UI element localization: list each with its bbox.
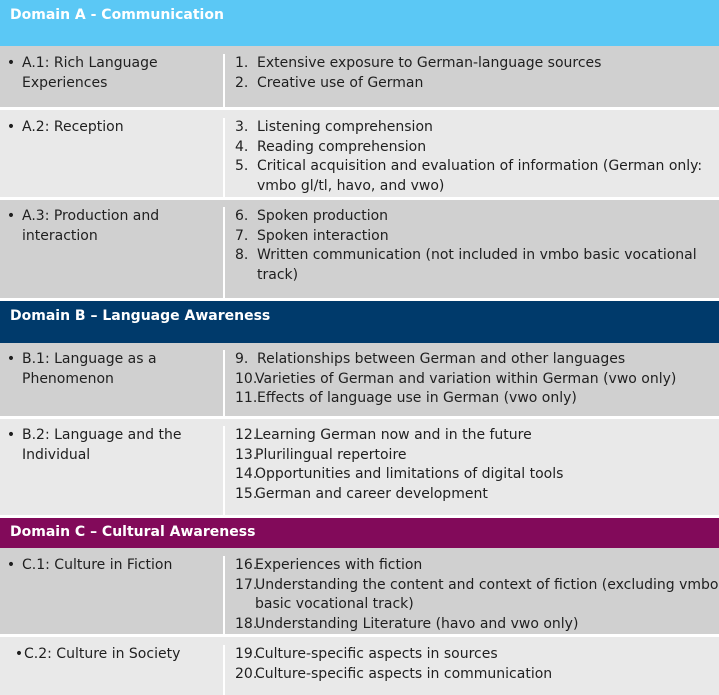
goal-number: 10. [235,370,258,387]
goal-item [235,426,719,446]
bullet: • [6,557,16,573]
subdomain-label: C.2: Culture in Society [24,646,181,662]
goal-item [235,74,719,94]
goal-item [235,350,719,370]
goal-number: 16. [235,557,258,573]
bullet: • [6,119,16,135]
goal-item [235,446,719,466]
goal-text: Culture-specific aspects in sources [255,646,498,662]
goal-text: Spoken interaction [257,227,389,244]
goal-item [235,118,719,138]
goal-text: Critical acquisition and evaluation of information (German only: vmbo gl/tl, havo, and vwo) [257,158,703,194]
bullet: • [14,646,24,662]
goals-list [225,645,719,695]
goal-text: Written communication (not included in vmbo basic vocational track) [257,247,697,283]
goal-number: 1. [235,55,249,71]
subdomain-row-c1 [0,548,719,637]
domain-b-header: Domain B – Language Awareness [0,301,719,343]
goal-number: 2. [235,74,249,91]
goal-text: Relationships between German and other languages [257,351,626,367]
goal-number: 19. [235,646,258,662]
subdomain-row-a3 [0,200,719,301]
goal-number: 11. [235,390,258,406]
goal-number: 20. [235,665,258,682]
goal-number: 9. [235,351,249,367]
goal-text: Learning German now and in the future [255,427,532,443]
subdomain-cell [0,426,225,515]
bullet: • [6,55,16,71]
subdomain-cell [0,207,225,298]
goal-number: 8. [235,247,249,263]
goal-text: Culture-specific aspects in communication [255,665,553,682]
subdomain-row-a2 [0,110,719,200]
goals-list [225,207,719,298]
goal-text: Effects of language use in German (vwo only) [257,390,577,406]
goals-list [225,350,719,416]
subdomain-cell [0,118,225,197]
subdomain-label: A.2: Reception [22,119,124,135]
goal-text: Understanding the content and context of fiction (excluding vmbo basic vocational track) [255,576,719,612]
goal-number: 5. [235,158,249,174]
goal-item [235,645,719,665]
domain-c-header: Domain C – Cultural Awareness [0,518,719,548]
goal-item [235,465,719,485]
bullet: • [6,208,16,224]
goal-item [235,227,719,247]
subdomain-label: B.2: Language and the Individual [22,427,182,463]
goal-item [235,370,719,390]
goals-list [225,54,719,107]
goal-item [235,246,719,285]
goal-number: 17. [235,576,258,593]
goal-text: Experiences with fiction [255,557,423,573]
goal-text: Listening comprehension [257,119,433,135]
subdomain-cell [0,556,225,634]
goals-list [225,426,719,515]
bullet: • [6,351,16,367]
goal-item [235,665,719,685]
subdomain-row-b2 [0,419,719,518]
goal-text: Extensive exposure to German-language sources [257,55,602,71]
goal-item [235,138,719,158]
goal-item [235,556,719,576]
subdomain-cell [0,54,225,107]
goal-text: Spoken production [257,208,389,224]
subdomain-row-b1 [0,343,719,419]
goal-item [235,157,719,196]
subdomain-row-c2 [0,637,719,695]
goal-text: Reading comprehension [257,138,427,155]
domain-a-header: Domain A - Communication [0,0,719,46]
goal-item [235,485,719,505]
goal-text: Varieties of German and variation within German (vwo only) [255,370,677,387]
goal-item [235,615,719,635]
goals-list [225,556,719,634]
bullet: • [6,427,16,443]
goal-text: Understanding Literature (havo and vwo only) [255,615,579,632]
subdomain-label: C.1: Culture in Fiction [22,557,173,573]
goal-text: German and career development [255,485,488,502]
subdomain-label: A.1: Rich Language Experiences [22,55,158,91]
goal-number: 18. [235,615,258,632]
goal-item [235,207,719,227]
subdomain-row-a1 [0,46,719,110]
subdomain-label: A.3: Production and interaction [22,208,160,244]
goal-number: 13. [235,446,258,463]
goals-list [225,118,719,197]
goal-number: 7. [235,227,249,244]
goal-number: 3. [235,119,249,135]
goal-text: Opportunities and limitations of digital tools [255,466,564,482]
subdomain-label: B.1: Language as a Phenomenon [22,351,157,387]
goal-text: Plurilingual repertoire [255,446,407,463]
goal-text: Creative use of German [257,74,424,91]
goal-number: 14. [235,466,258,482]
goal-item [235,54,719,74]
goal-item [235,576,719,615]
goal-number: 6. [235,208,249,224]
goal-number: 15. [235,485,258,502]
goal-item [235,389,719,409]
goal-number: 4. [235,138,249,155]
subdomain-cell [0,645,225,695]
goal-number: 12. [235,427,258,443]
subdomain-cell [0,350,225,416]
